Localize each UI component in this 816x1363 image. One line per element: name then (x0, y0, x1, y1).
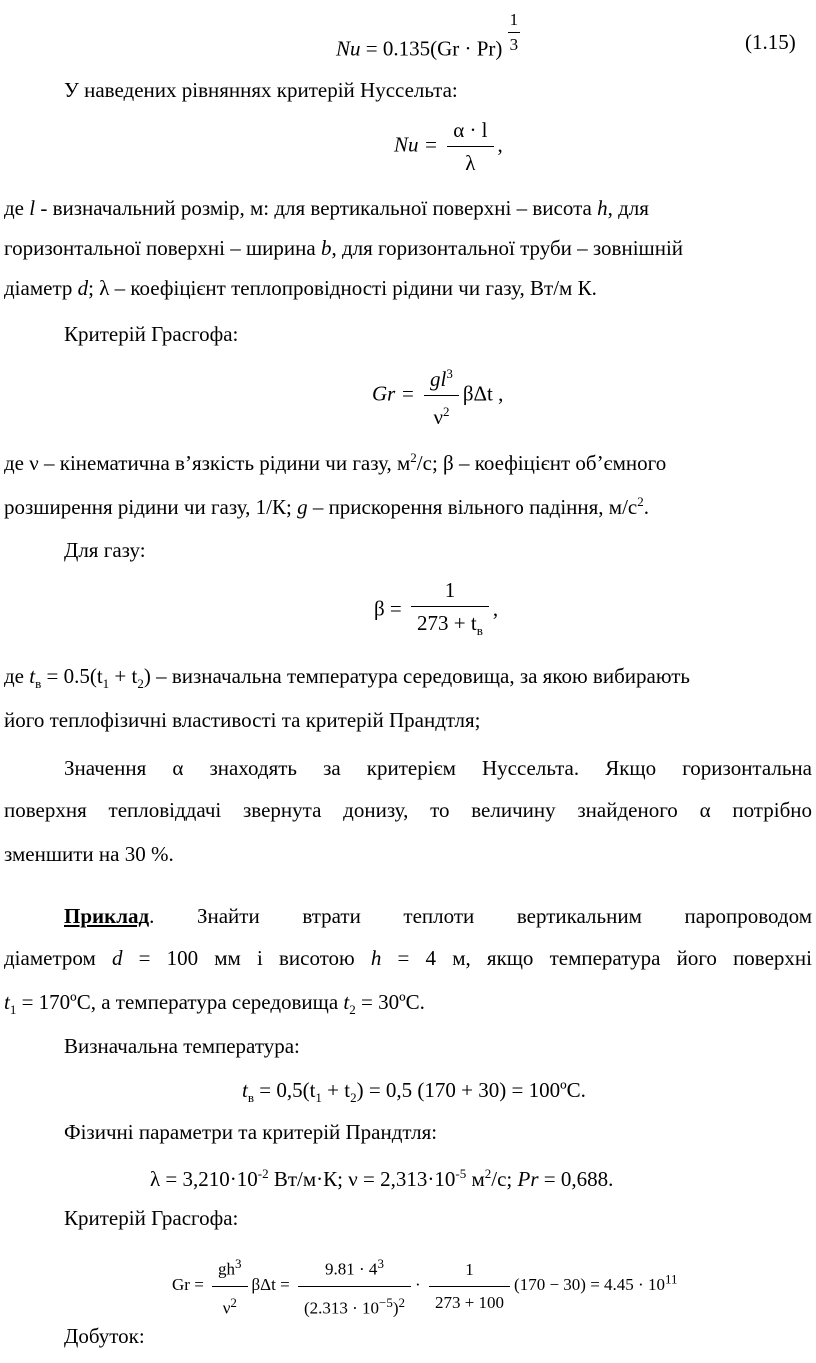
equation-grashof-numeric: Gr = $\frac{gh^3}{\nu^2}$ βΔt = $\frac{9.81 \cdot 4^3}{(2.313 \cdot 10^{-5})^2}$ · $\frac{1}{273 + 100}$ $(170 - 30) = 4.45 \cdot 10^{11}$ (172, 1252, 678, 1320)
equation-body: = 0.135(Gr · Pr) (365, 36, 503, 61)
paragraph-l-def-2: горизонтальної поверхні – ширина b, для горизонтальної труби – зовнішній (4, 236, 684, 260)
paragraph-l-def-3: діаметр d; λ – коефіцієнт теплопровідності рідини чи газу, Вт/м К. (4, 276, 597, 300)
nu-symbol: Nu (336, 36, 361, 61)
example-line-2: діаметром d = 100 мм і висотою h = 4 м, якщо температура його поверхні (4, 946, 812, 970)
equation-grashof: Gr = $\frac{gl^3}{\nu^2}$ βΔt , (372, 362, 503, 429)
paragraph-tv-def-1: де $t_в = 0.5(t_1 + t_2)$ – визначальна температура середовища, за якою вибирають (4, 664, 690, 692)
paragraph-tv-def-2: його теплофізичні властивості та критерій Прандтля; (4, 708, 481, 732)
example-line-1: Приклад. Знайти втрати теплоти вертикальним паропроводом (64, 904, 812, 928)
paragraph-grashof-heading-2: Критерій Грасгофа: (64, 1206, 239, 1230)
paragraph-intro: У наведених рівняннях критерій Нуссельта: (64, 78, 458, 102)
paragraph-grashof-heading: Критерій Грасгофа: (64, 322, 239, 346)
example-line-3: $t_1$ = 170ºC, а температура середовища $t_2$ = 30ºC. (4, 990, 425, 1018)
paragraph-alpha-2: поверхня тепловіддачі звернута донизу, то величину знайденого α потрібно (4, 798, 812, 822)
paragraph-phys-params: Фізичні параметри та критерій Прандтля: (64, 1120, 438, 1144)
paragraph-def-temp: Визначальна температура: (64, 1034, 300, 1058)
equation-tv: $t_в = 0,5(t_1 + t_2) = 0,5$ (170 + 30) = 100ºС. (242, 1078, 586, 1106)
paragraph-nu-def-1: де ν – кінематична в’язкість рідини чи газу, $м^2/с$; β – коефіцієнт об’ємного (4, 450, 667, 475)
equation-number: (1.15) (745, 30, 796, 54)
paragraph-alpha-3: зменшити на 30 %. (4, 842, 174, 866)
paragraph-for-gas: Для газу: (64, 538, 146, 562)
paragraph-l-def-1: де l - визначальний розмір, м: для вертикальної поверхні – висота h, для (4, 196, 649, 220)
paragraph-nu-def-2: розширення рідини чи газу, 1/К; g – прискорення вільного падіння, $м/с^2$. (4, 494, 649, 519)
example-title: Приклад (64, 904, 150, 928)
equation-params: $\lambda = 3,210\cdot 10^{-2}$ Вт/м·К; $\nu = 2,313\cdot 10^{-5}$ $м^2/с$; Pr = 0,688. (150, 1166, 614, 1191)
paragraph-alpha-1: Значення α знаходять за критерієм Нуссельта. Якщо горизонтальна (64, 756, 812, 780)
equation-1-15 (336, 10, 520, 75)
exponent-fraction: $\frac{1}{3}$ (509, 10, 519, 54)
equation-nusselt: Nu = $\frac{\alpha \cdot l}{\lambda}$ , (394, 118, 503, 175)
paragraph-product: Добуток: (64, 1324, 145, 1348)
equation-beta: β = $\frac{1}{273 + t_в}$ , (374, 578, 499, 639)
